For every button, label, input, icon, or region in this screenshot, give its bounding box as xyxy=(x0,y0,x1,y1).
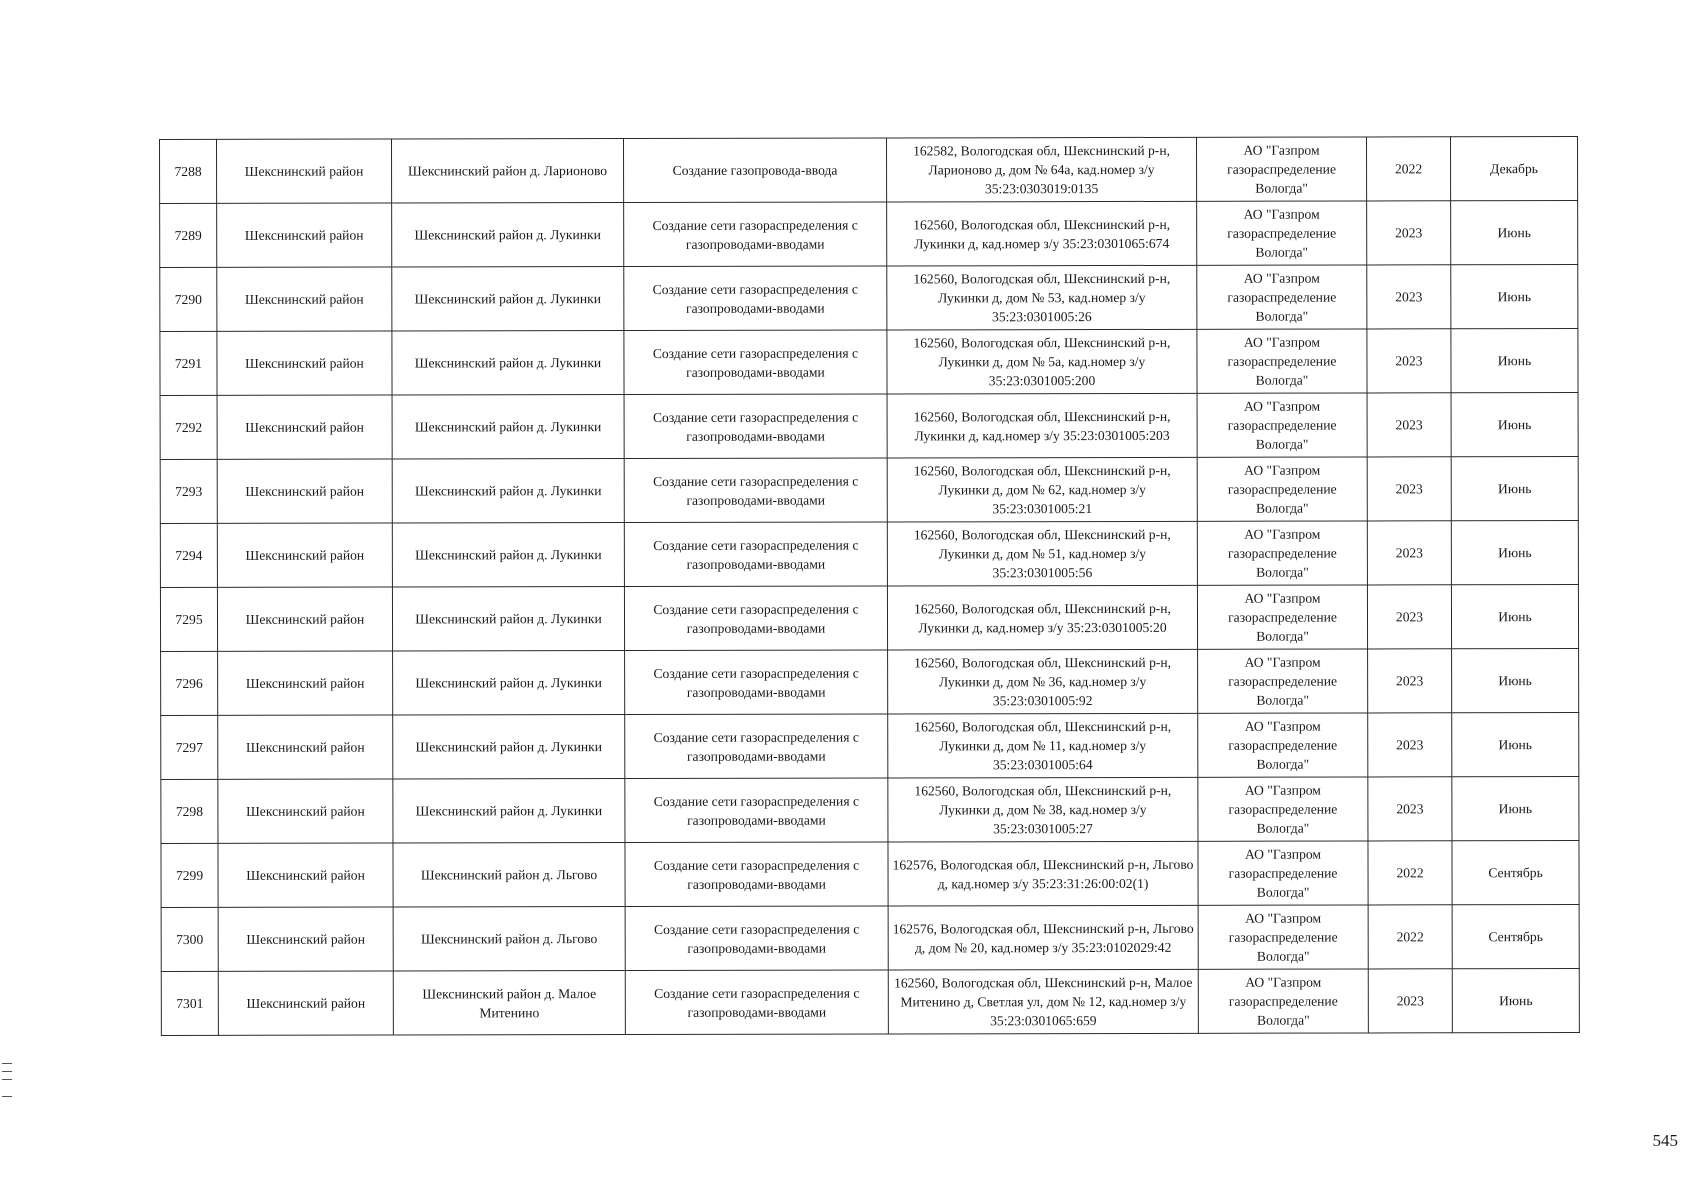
district-cell: Шекснинский район xyxy=(218,651,393,715)
locality-cell: Шекснинский район д. Лукинки xyxy=(392,395,624,459)
address-cell: 162576, Вологодская обл, Шекснинский р-н, Льгово д, кад.номер з/у 35:23:31:26:00:02(1) xyxy=(888,841,1198,906)
district-cell: Шекснинский район xyxy=(217,459,392,523)
year-cell: 2023 xyxy=(1367,201,1451,265)
page-number: 545 xyxy=(1652,1131,1678,1150)
district-cell: Шекснинский район xyxy=(217,203,392,267)
organization-cell: АО "Газпром газораспределение Вологда" xyxy=(1198,969,1368,1033)
address-cell: 162560, Вологодская обл, Шекснинский р-н, Лукинки д, дом № 38, кад.номер з/у 35:23:0301005:27 xyxy=(888,777,1198,842)
table-row xyxy=(161,713,1579,780)
district-cell: Шекснинский район xyxy=(218,715,393,779)
work-type-cell: Создание сети газораспределения с газопроводами-вводами xyxy=(624,266,887,331)
address-cell: 162576, Вологодская обл, Шекснинский р-н, Льгово д, дом № 20, кад.номер з/у 35:23:0102029:42 xyxy=(888,905,1198,970)
work-type-cell: Создание сети газораспределения с газопроводами-вводами xyxy=(625,650,888,715)
organization-cell: АО "Газпром газораспределение Вологда" xyxy=(1197,457,1367,521)
row-number-cell: 7301 xyxy=(161,971,218,1035)
row-number-cell: 7299 xyxy=(161,843,218,907)
organization-cell: АО "Газпром газораспределение Вологда" xyxy=(1198,649,1368,713)
address-cell: 162560, Вологодская обл, Шекснинский р-н, Малое Митенино д, Светлая ул, дом № 12, кад.номер з/у 35:23:0301065:659 xyxy=(888,969,1198,1034)
month-cell: Июнь xyxy=(1451,457,1578,521)
locality-cell: Шекснинский район д. Лукинки xyxy=(392,267,624,331)
month-cell: Июнь xyxy=(1452,969,1579,1033)
district-cell: Шекснинский район xyxy=(218,907,393,971)
work-type-cell: Создание сети газораспределения с газопроводами-вводами xyxy=(625,778,888,843)
work-type-cell: Создание сети газораспределения с газопроводами-вводами xyxy=(624,394,887,459)
organization-cell: АО "Газпром газораспределение Вологда" xyxy=(1198,841,1368,905)
work-type-cell: Создание сети газораспределения с газопроводами-вводами xyxy=(624,330,887,395)
address-cell: 162560, Вологодская обл, Шекснинский р-н, Лукинки д, дом № 5а, кад.номер з/у 35:23:0301005:200 xyxy=(887,329,1197,394)
row-number-cell: 7295 xyxy=(160,587,217,651)
locality-cell: Шекснинский район д. Лукинки xyxy=(393,715,625,779)
district-cell: Шекснинский район xyxy=(217,139,392,203)
table-row xyxy=(161,649,1579,716)
year-cell: 2023 xyxy=(1367,521,1451,585)
gasification-registry-table xyxy=(159,136,1580,1036)
locality-cell: Шекснинский район д. Малое Митенино xyxy=(393,971,625,1035)
month-cell: Июнь xyxy=(1451,393,1578,457)
work-type-cell: Создание сети газораспределения с газопроводами-вводами xyxy=(625,970,888,1035)
year-cell: 2023 xyxy=(1367,329,1451,393)
address-cell: 162560, Вологодская обл, Шекснинский р-н, Лукинки д, кад.номер з/у 35:23:0301005:20 xyxy=(887,585,1197,650)
work-type-cell: Создание сети газораспределения с газопроводами-вводами xyxy=(624,522,887,587)
locality-cell: Шекснинский район д. Лукинки xyxy=(392,523,624,587)
row-number-cell: 7289 xyxy=(160,203,217,267)
month-cell: Июнь xyxy=(1452,713,1579,777)
district-cell: Шекснинский район xyxy=(218,843,393,907)
month-cell: Сентябрь xyxy=(1452,841,1579,905)
address-cell: 162560, Вологодская обл, Шекснинский р-н, Лукинки д, дом № 36, кад.номер з/у 35:23:0301005:92 xyxy=(888,649,1198,714)
work-type-cell: Создание сети газораспределения с газопроводами-вводами xyxy=(624,202,887,267)
district-cell: Шекснинский район xyxy=(218,971,393,1035)
year-cell: 2023 xyxy=(1367,265,1451,329)
year-cell: 2023 xyxy=(1368,969,1452,1033)
organization-cell: АО "Газпром газораспределение Вологда" xyxy=(1197,329,1367,393)
month-cell: Июнь xyxy=(1452,777,1579,841)
address-cell: 162582, Вологодская обл, Шекснинский р-н, Ларионово д, дом № 64а, кад.номер з/у 35:23:0303019:0135 xyxy=(886,137,1196,202)
locality-cell: Шекснинский район д. Льгово xyxy=(393,907,625,971)
district-cell: Шекснинский район xyxy=(217,395,392,459)
district-cell: Шекснинский район xyxy=(217,267,392,331)
locality-cell: Шекснинский район д. Лукинки xyxy=(393,651,625,715)
table-row xyxy=(160,457,1578,524)
address-cell: 162560, Вологодская обл, Шекснинский р-н, Лукинки д, дом № 62, кад.номер з/у 35:23:0301005:21 xyxy=(887,457,1197,522)
address-cell: 162560, Вологодская обл, Шекснинский р-н, Лукинки д, дом № 51, кад.номер з/у 35:23:0301005:56 xyxy=(887,521,1197,586)
month-cell: Сентябрь xyxy=(1452,905,1579,969)
row-number-cell: 7293 xyxy=(160,459,217,523)
table-row xyxy=(161,777,1579,844)
row-number-cell: 7294 xyxy=(160,523,217,587)
year-cell: 2023 xyxy=(1367,585,1451,649)
row-number-cell: 7288 xyxy=(160,139,217,203)
month-cell: Июнь xyxy=(1451,521,1578,585)
address-cell: 162560, Вологодская обл, Шекснинский р-н, Лукинки д, кад.номер з/у 35:23:0301065:674 xyxy=(887,201,1197,266)
address-cell: 162560, Вологодская обл, Шекснинский р-н, Лукинки д, дом № 11, кад.номер з/у 35:23:0301005:64 xyxy=(888,713,1198,778)
organization-cell: АО "Газпром газораспределение Вологда" xyxy=(1197,201,1367,265)
row-number-cell: 7297 xyxy=(161,715,218,779)
year-cell: 2022 xyxy=(1368,905,1452,969)
work-type-cell: Создание сети газораспределения с газопроводами-вводами xyxy=(625,906,888,971)
locality-cell: Шекснинский район д. Лукинки xyxy=(392,331,624,395)
row-number-cell: 7291 xyxy=(160,331,217,395)
locality-cell: Шекснинский район д. Льгово xyxy=(393,843,625,907)
month-cell: Июнь xyxy=(1451,585,1578,649)
organization-cell: АО "Газпром газораспределение Вологда" xyxy=(1198,777,1368,841)
locality-cell: Шекснинский район д. Лукинки xyxy=(392,587,624,651)
work-type-cell: Создание сети газораспределения с газопроводами-вводами xyxy=(625,714,888,779)
organization-cell: АО "Газпром газораспределение Вологда" xyxy=(1198,713,1368,777)
year-cell: 2023 xyxy=(1367,393,1451,457)
table-row xyxy=(161,905,1579,972)
row-number-cell: 7300 xyxy=(161,907,218,971)
work-type-cell: Создание газопровода-ввода xyxy=(624,138,887,203)
row-number-cell: 7292 xyxy=(160,395,217,459)
organization-cell: АО "Газпром газораспределение Вологда" xyxy=(1196,137,1366,201)
row-number-cell: 7298 xyxy=(161,779,218,843)
work-type-cell: Создание сети газораспределения с газопроводами-вводами xyxy=(625,842,888,907)
work-type-cell: Создание сети газораспределения с газопроводами-вводами xyxy=(624,586,887,651)
organization-cell: АО "Газпром газораспределение Вологда" xyxy=(1198,905,1368,969)
organization-cell: АО "Газпром газораспределение Вологда" xyxy=(1197,585,1367,649)
month-cell: Июнь xyxy=(1452,649,1579,713)
month-cell: Июнь xyxy=(1451,265,1578,329)
table-row xyxy=(160,137,1578,204)
month-cell: Июнь xyxy=(1451,201,1578,265)
work-type-cell: Создание сети газораспределения с газопроводами-вводами xyxy=(624,458,887,523)
organization-cell: АО "Газпром газораспределение Вологда" xyxy=(1197,521,1367,585)
month-cell: Декабрь xyxy=(1450,137,1577,201)
year-cell: 2022 xyxy=(1366,137,1450,201)
locality-cell: Шекснинский район д. Ларионово xyxy=(392,139,624,203)
month-cell: Июнь xyxy=(1451,329,1578,393)
year-cell: 2023 xyxy=(1368,713,1452,777)
row-number-cell: 7290 xyxy=(160,267,217,331)
table-row xyxy=(160,393,1578,460)
row-number-cell: 7296 xyxy=(161,651,218,715)
locality-cell: Шекснинский район д. Лукинки xyxy=(392,459,624,523)
table-body xyxy=(160,137,1580,1036)
table-row xyxy=(160,329,1578,396)
address-cell: 162560, Вологодская обл, Шекснинский р-н, Лукинки д, кад.номер з/у 35:23:0301005:203 xyxy=(887,393,1197,458)
organization-cell: АО "Газпром газораспределение Вологда" xyxy=(1197,265,1367,329)
table-row xyxy=(160,265,1578,332)
address-cell: 162560, Вологодская обл, Шекснинский р-н, Лукинки д, дом № 53, кад.номер з/у 35:23:0301005:26 xyxy=(887,265,1197,330)
year-cell: 2023 xyxy=(1367,457,1451,521)
district-cell: Шекснинский район xyxy=(217,587,392,651)
year-cell: 2022 xyxy=(1368,841,1452,905)
district-cell: Шекснинский район xyxy=(217,523,392,587)
table-row xyxy=(160,201,1578,268)
year-cell: 2023 xyxy=(1368,649,1452,713)
organization-cell: АО "Газпром газораспределение Вологда" xyxy=(1197,393,1367,457)
table-row xyxy=(161,969,1579,1036)
district-cell: Шекснинский район xyxy=(217,331,392,395)
table-row xyxy=(160,585,1578,652)
table-row xyxy=(161,841,1579,908)
district-cell: Шекснинский район xyxy=(218,779,393,843)
binding-mark xyxy=(2,1063,12,1097)
year-cell: 2023 xyxy=(1368,777,1452,841)
table-row xyxy=(160,521,1578,588)
locality-cell: Шекснинский район д. Лукинки xyxy=(393,779,625,843)
locality-cell: Шекснинский район д. Лукинки xyxy=(392,203,624,267)
